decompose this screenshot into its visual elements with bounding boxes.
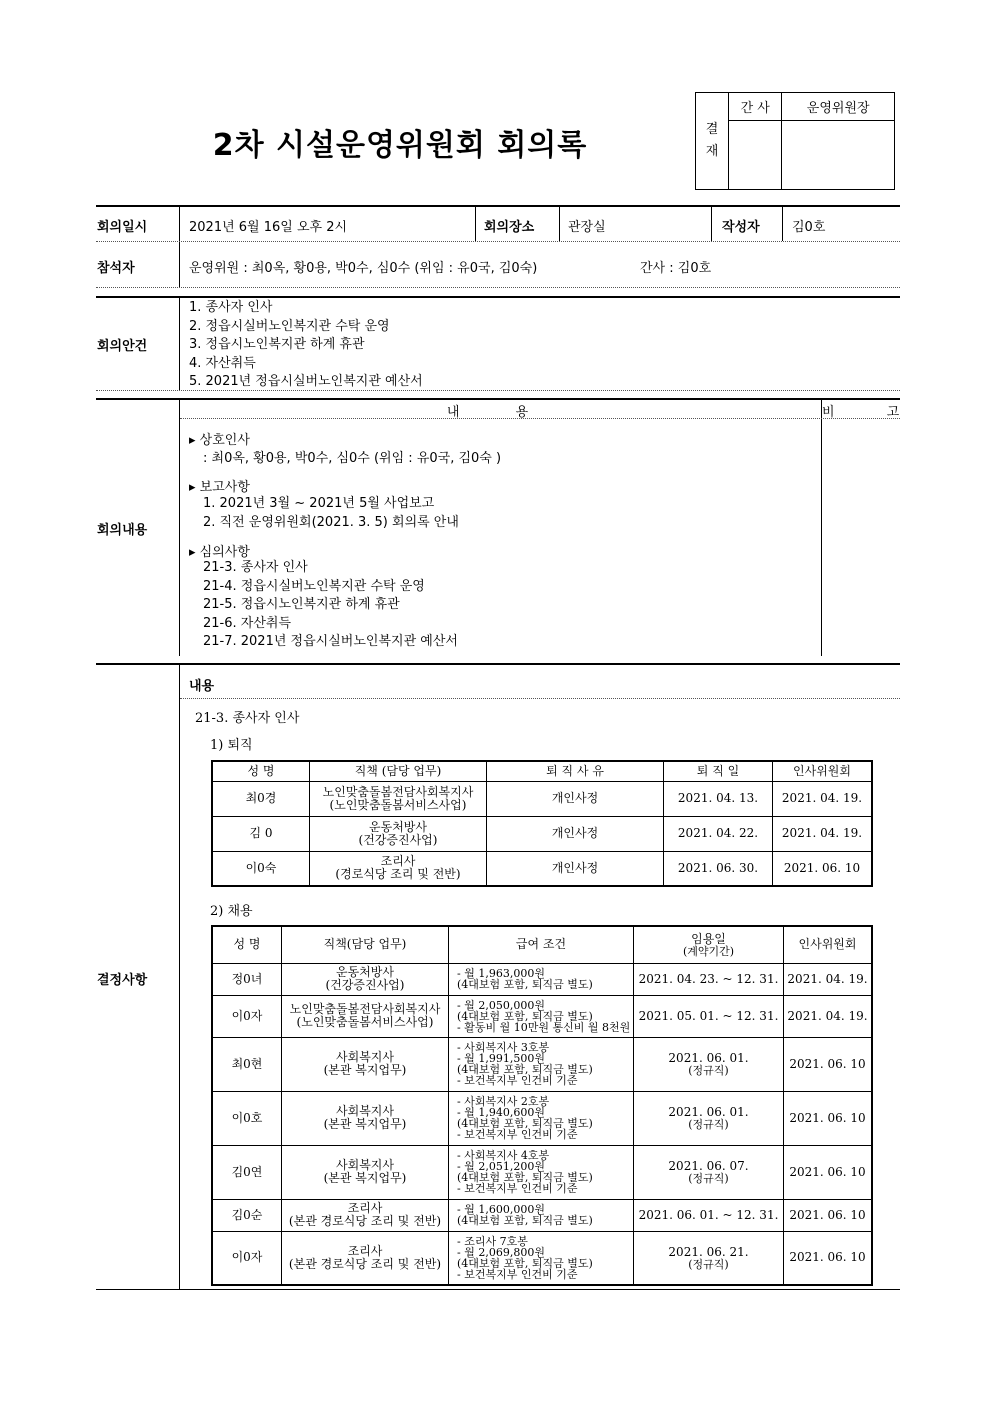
approval-col-chair: 운영위원장 [782, 93, 895, 121]
hire-row [212, 1037, 872, 1091]
divider [821, 400, 822, 656]
hire-pay-line: - 활동비 월 10만원 통신비 월 8천원 [457, 1020, 631, 1034]
hire-role-title: 조리사 [347, 1201, 383, 1215]
hire-title: 2) 채용 [210, 904, 253, 919]
hire-pay-line: (4대보험 포함, 퇴직금 별도) [457, 1063, 593, 1076]
review-item: 21-7. 2021년 정읍시실버노인복지관 예산서 [203, 634, 458, 649]
report-item: 2. 직전 운영위원회(2021. 3. 5) 회의록 안내 [203, 515, 459, 530]
hire-date [634, 1199, 784, 1231]
hire-name: 김0연 [212, 1145, 282, 1199]
hire-role-duty: (본관 경로식당 조리 및 전반) [288, 1256, 442, 1271]
hire-date-text: 2021. 05. 01. ~ 12. 31. [638, 1008, 779, 1023]
hire-date [634, 1145, 784, 1199]
divider [475, 207, 476, 241]
resign-role [310, 781, 487, 816]
resign-date: 2021. 04. 22. [664, 816, 773, 851]
divider [96, 287, 900, 288]
hire-date-type: (정규직) [688, 1064, 729, 1077]
resign-header-role: 직책 (담당 업무) [310, 761, 487, 781]
hire-pay-line: - 보건복지부 인건비 기준 [457, 1267, 578, 1281]
hire-pay-line: - 월 1,991,500원 [457, 1052, 545, 1065]
hire-date [634, 1037, 784, 1091]
hire-pay-line: - 월 1,963,000원 [457, 967, 545, 980]
hire-header-date-text: 임용일 [691, 931, 726, 946]
resign-role [310, 851, 487, 886]
hire-role-title: 사회복지사 [336, 1158, 394, 1172]
resign-role-duty: (건강증진사업) [358, 832, 438, 847]
resign-role-duty: (노인맞춤돌봄서비스사업) [329, 797, 467, 812]
hire-row [212, 963, 872, 995]
hire-pay [449, 1199, 634, 1231]
hire-role-title: 사회복지사 [336, 1050, 394, 1064]
review-item: 21-6. 자산취득 [203, 615, 292, 631]
resign-date: 2021. 04. 13. [664, 781, 773, 816]
hire-pay [449, 1145, 634, 1199]
hire-role [282, 1199, 449, 1231]
writer-label: 작성자 [722, 220, 760, 235]
hire-committee: 2021. 06. 10 [784, 1231, 873, 1285]
hire-pay-line: - 월 2,051,200원 [457, 1160, 545, 1173]
resign-reason: 개인사정 [487, 816, 664, 851]
hire-role-duty: (본관 복지업무) [323, 1063, 407, 1077]
hire-header-pay: 급여 조건 [449, 926, 634, 963]
hire-pay [449, 995, 634, 1037]
hire-date-text: 2021. 06. 01. [668, 1105, 749, 1119]
hire-pay-line: (4대보험 포함, 퇴직금 별도) [457, 1117, 593, 1130]
approval-label-text: 결재 [705, 122, 719, 159]
hire-header-name: 성 명 [212, 926, 282, 963]
agenda-item: 1. 종사자 인사 [189, 300, 273, 315]
hire-row [212, 1145, 872, 1199]
hire-pay-line: - 사회복지사 4호봉 [457, 1149, 550, 1162]
report-title: ▸ 보고사항 [189, 480, 250, 495]
resign-header-committee: 인사위원회 [773, 761, 873, 781]
place-value: 관장실 [568, 220, 606, 235]
hire-role-duty: (본관 복지업무) [323, 1117, 407, 1131]
content-label: 회의내용 [97, 523, 148, 538]
resign-header-reason: 퇴 직 사 유 [487, 761, 664, 781]
hire-pay [449, 1231, 634, 1285]
hire-pay-line: - 조리사 7호봉 [457, 1234, 528, 1248]
hire-committee: 2021. 04. 19. [784, 963, 873, 995]
hire-pay [449, 1091, 634, 1145]
hire-role-duty: (본관 복지업무) [323, 1171, 407, 1185]
resign-name: 최0경 [212, 781, 310, 816]
resign-header-date: 퇴 직 일 [664, 761, 773, 781]
divider [96, 205, 900, 207]
hire-header-committee: 인사위원회 [784, 926, 873, 963]
review-item: 21-4. 정읍시실버노인복지관 수탁 운영 [203, 578, 425, 594]
note-header: 비 고 [822, 405, 924, 420]
hire-date-type: (정규직) [688, 1118, 729, 1131]
hire-date [634, 1231, 784, 1285]
page-title: 2차 시설운영위원회 회의록 [212, 128, 588, 163]
hire-name: 최0현 [212, 1037, 282, 1091]
hire-role [282, 1231, 449, 1285]
resign-row [212, 851, 872, 886]
resign-row [212, 781, 872, 816]
hire-pay-line: - 월 2,069,800원 [457, 1245, 545, 1259]
hire-committee: 2021. 06. 10 [784, 1037, 873, 1091]
resign-reason: 개인사정 [487, 851, 664, 886]
hire-date [634, 995, 784, 1037]
hire-pay-line: - 월 1,940,600원 [457, 1106, 545, 1119]
hire-name: 이0자 [212, 995, 282, 1037]
approval-label [696, 93, 729, 190]
approval-col-secretary: 간 사 [729, 93, 782, 121]
hire-role-title: 운동처방사 [336, 965, 394, 979]
hire-pay [449, 963, 634, 995]
hire-date-text: 2021. 06. 01. [668, 1051, 749, 1065]
resign-title: 1) 퇴직 [210, 738, 253, 753]
attendees-label: 참석자 [97, 261, 135, 276]
hire-pay-line: (4대보험 포함, 퇴직금 별도) [457, 1009, 593, 1023]
hire-table [211, 925, 873, 1286]
hire-committee: 2021. 06. 10 [784, 1145, 873, 1199]
hire-row [212, 1199, 872, 1231]
hire-committee: 2021. 04. 19. [784, 995, 873, 1037]
divider [782, 207, 783, 241]
hire-name: 정0녀 [212, 963, 282, 995]
hire-role-title: 조리사 [347, 1243, 383, 1258]
date-label: 회의일시 [97, 220, 148, 235]
approval-sign-chair[interactable] [782, 121, 895, 190]
hire-pay-line: - 보건복지부 인건비 기준 [457, 1074, 578, 1087]
review-item: 21-3. 종사자 인사 [203, 560, 308, 575]
hire-pay-line: (4대보험 포함, 퇴직금 별도) [457, 1171, 593, 1184]
decision-header: 내용 [189, 679, 215, 694]
resign-role-title: 운동처방사 [369, 819, 427, 834]
divider [96, 390, 900, 391]
review-item: 21-5. 정읍시노인복지관 하계 휴관 [203, 597, 400, 612]
hire-pay [449, 1037, 634, 1091]
agenda-item: 3. 정읍시노인복지관 하계 휴관 [189, 337, 365, 352]
resign-role-title: 노인맞춤돌봄전담사회복지사 [322, 784, 474, 799]
divider [96, 398, 900, 400]
hire-role-duty: (노인맞춤돌봄서비스사업) [296, 1015, 434, 1029]
resign-name: 김 0 [212, 816, 310, 851]
hire-pay-line: - 사회복지사 2호봉 [457, 1095, 550, 1108]
hire-pay-line: (4대보험 포함, 퇴직금 별도) [457, 1214, 593, 1227]
hire-role [282, 963, 449, 995]
review-title: ▸ 심의사항 [189, 545, 250, 560]
hire-pay-line: - 월 2,050,000원 [457, 998, 545, 1012]
resign-header-name: 성 명 [212, 761, 310, 781]
divider [180, 698, 900, 699]
hire-pay-line: - 월 1,600,000원 [457, 1203, 545, 1216]
report-list [203, 494, 459, 532]
divider [179, 298, 180, 390]
divider [711, 207, 712, 241]
resign-committee: 2021. 04. 19. [773, 816, 873, 851]
decision-label: 결정사항 [97, 973, 148, 988]
divider [179, 400, 180, 656]
divider [96, 296, 900, 298]
content-header: 내 용 [446, 405, 555, 420]
hire-committee: 2021. 06. 10 [784, 1199, 873, 1231]
hire-date-text: 2021. 04. 23. ~ 12. 31. [638, 971, 779, 986]
secretary-value: 간사 : 김0호 [640, 261, 712, 276]
hire-pay-line: (4대보험 포함, 퇴직금 별도) [457, 978, 593, 991]
greeting-text: : 최0옥, 황0용, 박0수, 심0수 (위임 : 유0국, 김0숙 ) [203, 451, 502, 466]
hire-pay-line: - 보건복지부 인건비 기준 [457, 1182, 578, 1195]
hire-name: 이0자 [212, 1231, 282, 1285]
approval-sign-secretary[interactable] [729, 121, 782, 190]
divider [559, 207, 560, 241]
divider [96, 663, 900, 665]
hire-role [282, 995, 449, 1037]
hire-role [282, 1091, 449, 1145]
hire-row [212, 1091, 872, 1145]
hire-row [212, 1231, 872, 1285]
hire-date-type: (정규직) [688, 1172, 729, 1185]
hire-pay-line: (4대보험 포함, 퇴직금 별도) [457, 1256, 593, 1270]
hire-date-type: (정규직) [688, 1257, 729, 1271]
divider [96, 241, 900, 242]
resign-date: 2021. 06. 30. [664, 851, 773, 886]
report-item: 1. 2021년 3월 ~ 2021년 5월 사업보고 [203, 496, 435, 511]
hire-role-title: 노인맞춤돌봄전담사회복지사 [289, 1002, 441, 1016]
section-title: 21-3. 종사자 인사 [195, 711, 300, 726]
hire-pay-line: - 사회복지사 3호봉 [457, 1041, 550, 1054]
divider [180, 418, 900, 419]
hire-role [282, 1145, 449, 1199]
date-value: 2021년 6월 16일 오후 2시 [189, 220, 348, 235]
resign-committee: 2021. 04. 19. [773, 781, 873, 816]
agenda-item: 5. 2021년 정읍시실버노인복지관 예산서 [189, 374, 423, 389]
hire-name: 이0호 [212, 1091, 282, 1145]
greeting-title: ▸ 상호인사 [189, 433, 250, 448]
hire-role [282, 1037, 449, 1091]
resign-reason: 개인사정 [487, 781, 664, 816]
resign-role-duty: (경로식당 조리 및 전반) [335, 867, 461, 882]
agenda-item: 2. 정읍시실버노인복지관 수탁 운영 [189, 318, 390, 334]
resign-name: 이0숙 [212, 851, 310, 886]
place-label: 회의장소 [484, 220, 535, 235]
resign-role-title: 조리사 [380, 854, 416, 869]
agenda-item: 4. 자산취득 [189, 355, 256, 371]
writer-value: 김0호 [792, 220, 826, 235]
hire-date [634, 1091, 784, 1145]
divider [179, 665, 180, 1289]
hire-role-title: 사회복지사 [336, 1104, 394, 1118]
hire-name: 김0순 [212, 1199, 282, 1231]
resign-committee: 2021. 06. 10 [773, 851, 873, 886]
hire-date-text: 2021. 06. 01. ~ 12. 31. [638, 1207, 779, 1222]
hire-date-text: 2021. 06. 21. [668, 1244, 749, 1259]
agenda-list [189, 299, 423, 392]
approval-box [695, 92, 895, 190]
resign-role [310, 816, 487, 851]
attendees-value: 운영위원 : 최0옥, 황0용, 박0수, 심0수 (위임 : 유0국, 김0숙) [189, 261, 538, 276]
divider [96, 1289, 900, 1290]
hire-committee: 2021. 06. 10 [784, 1091, 873, 1145]
hire-date-text: 2021. 06. 07. [668, 1159, 749, 1173]
hire-header-role: 직책(담당 업무) [282, 926, 449, 963]
hire-role-duty: (건강증진사업) [325, 978, 405, 992]
resign-row [212, 816, 872, 851]
hire-role-duty: (본관 경로식당 조리 및 전반) [288, 1214, 442, 1228]
hire-header-period: (계약기간) [682, 944, 735, 958]
review-list [203, 559, 458, 652]
divider [179, 207, 180, 287]
hire-header-date [634, 926, 784, 963]
agenda-label: 회의안건 [97, 339, 148, 354]
resign-table [211, 760, 873, 887]
hire-pay-line: - 보건복지부 인건비 기준 [457, 1128, 578, 1141]
hire-date [634, 963, 784, 995]
hire-row [212, 995, 872, 1037]
